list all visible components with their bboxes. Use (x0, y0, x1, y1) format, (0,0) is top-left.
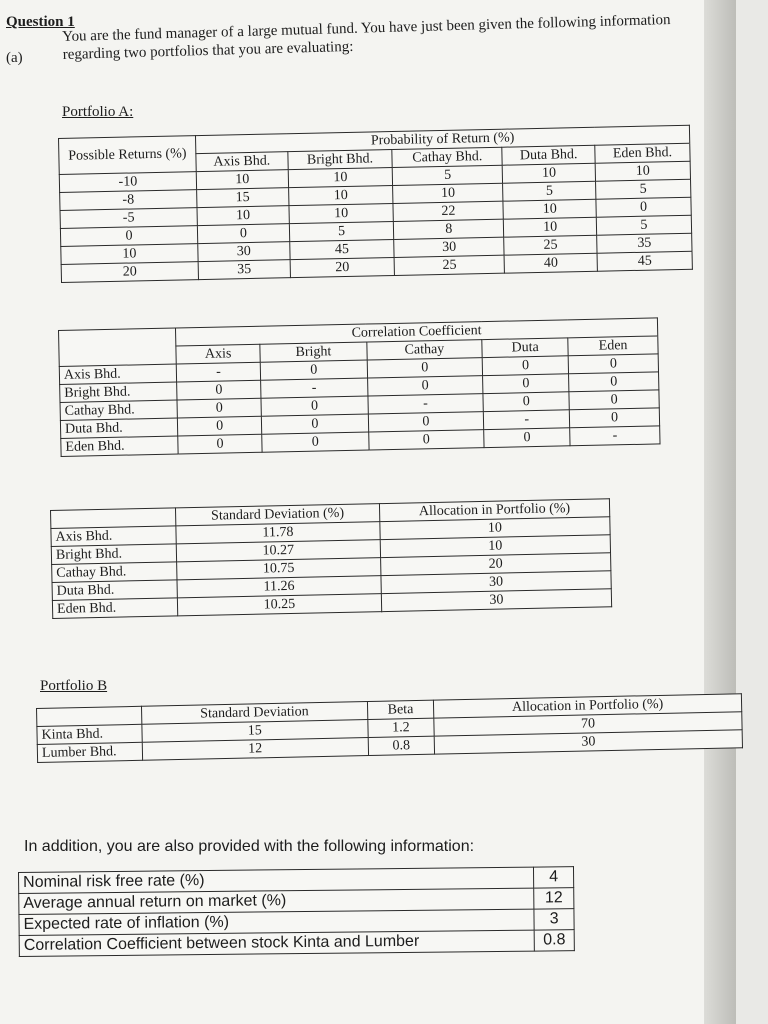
additional-info-table (18, 866, 575, 957)
correlation-cell: 0 (570, 408, 660, 428)
info-value: 3 (534, 909, 574, 930)
correlation-column-header: Axis (176, 344, 261, 364)
probability-header: Probability of Return (%) (195, 125, 689, 153)
correlation-cell: 0 (483, 374, 569, 394)
portfolio-b-row-label: Lumber Bhd. (37, 742, 142, 762)
correlation-cell: 0 (367, 358, 483, 378)
probability-cell: 10 (503, 199, 596, 219)
correlation-column-header: Cathay (366, 340, 482, 360)
part-label: (a) (6, 50, 23, 66)
returns-column-header: Axis Bhd. (196, 152, 288, 172)
correlation-cell: - (176, 362, 261, 382)
correlation-column-header: Bright (260, 342, 367, 362)
returns-table (58, 125, 693, 283)
sd-header: Standard Deviation (%) (175, 504, 379, 526)
sd-cell: 11.26 (177, 576, 381, 598)
correlation-row-label: Axis Bhd. (59, 364, 176, 384)
probability-cell: 8 (394, 219, 504, 239)
probability-cell: 45 (597, 251, 692, 271)
portfolio-b-label: Portfolio B (40, 678, 108, 694)
probability-cell: 10 (595, 161, 690, 181)
correlation-column-header: Duta (482, 338, 568, 358)
correlation-cell: 0 (368, 412, 484, 432)
correlation-cell: 0 (483, 392, 569, 412)
info-value: 12 (534, 888, 574, 909)
sd-row-label: Axis Bhd. (51, 526, 176, 547)
probability-cell: 25 (504, 235, 597, 255)
correlation-cell: 0 (178, 434, 263, 454)
probability-cell: 35 (597, 233, 692, 253)
probability-cell: 30 (394, 237, 504, 257)
portfolio-b-cell: 70 (434, 712, 742, 736)
correlation-cell: 0 (260, 360, 367, 380)
correlation-cell: 0 (262, 432, 369, 452)
info-label: Correlation Coefficient between stock Kinta and Lumber (19, 930, 534, 956)
probability-cell: 25 (394, 255, 504, 275)
probability-cell: 10 (393, 183, 503, 203)
sd-row-label: Eden Bhd. (52, 598, 177, 619)
possible-return-cell: -10 (59, 172, 196, 193)
probability-cell: 5 (596, 179, 691, 199)
info-label: Nominal risk free rate (%) (19, 867, 534, 893)
info-value: 0.8 (534, 930, 574, 951)
correlation-column-header: Eden (568, 336, 658, 356)
portfolio-b-cell: 12 (142, 738, 368, 761)
probability-cell: 35 (198, 260, 290, 280)
correlation-title: Correlation Coefficient (175, 318, 657, 346)
sd-row-label: Bright Bhd. (51, 544, 176, 565)
allocation-cell: 10 (380, 535, 610, 558)
allocation-cell: 30 (381, 589, 611, 612)
portfolio-a-label: Portfolio A: (62, 104, 134, 120)
probability-cell: 22 (393, 201, 503, 221)
allocation-cell: 20 (380, 553, 610, 576)
probability-cell: 45 (289, 239, 394, 259)
returns-column-header: Bright Bhd. (287, 150, 392, 170)
probability-cell: 5 (393, 165, 503, 185)
correlation-row-label: Eden Bhd. (61, 436, 178, 456)
probability-cell: 10 (196, 170, 288, 190)
probability-cell: 0 (596, 197, 691, 217)
probability-cell: 15 (197, 188, 289, 208)
correlation-cell: 0 (177, 398, 262, 418)
probability-cell: 10 (503, 163, 596, 183)
portfolio-b-column-header: Standard Deviation (141, 702, 367, 725)
returns-column-header: Duta Bhd. (502, 145, 595, 165)
correlation-cell: - (261, 378, 368, 398)
correlation-cell: - (368, 394, 484, 414)
info-label: Expected rate of inflation (%) (19, 909, 534, 935)
correlation-cell: 0 (177, 416, 262, 436)
info-label: Average annual return on market (%) (19, 888, 534, 914)
correlation-cell: 0 (569, 390, 659, 410)
sd-allocation-table (50, 498, 612, 619)
correlation-cell: 0 (262, 414, 369, 434)
portfolio-b-cell: 1.2 (367, 718, 434, 737)
portfolio-b-cell: 15 (142, 720, 368, 743)
portfolio-b-cell: 0.8 (368, 736, 435, 755)
correlation-cell: - (484, 410, 570, 430)
correlation-cell: 0 (568, 354, 658, 374)
probability-cell: 30 (198, 242, 290, 262)
possible-return-cell: 0 (60, 226, 197, 247)
returns-column-header: Cathay Bhd. (392, 147, 502, 167)
correlation-row-label: Cathay Bhd. (60, 400, 177, 420)
probability-cell: 0 (197, 224, 289, 244)
sd-row-label: Duta Bhd. (52, 580, 177, 601)
additional-info-intro: In addition, you are also provided with the following information: (24, 838, 475, 855)
probability-cell: 10 (288, 185, 393, 205)
portfolio-b-column-header: Allocation in Portfolio (%) (434, 694, 742, 718)
correlation-cell: 0 (367, 376, 483, 396)
sd-cell: 10.27 (176, 540, 380, 562)
correlation-cell: 0 (482, 356, 568, 376)
correlation-cell: 0 (368, 430, 484, 450)
correlation-row-label: Duta Bhd. (60, 418, 177, 438)
correlation-cell: 0 (569, 372, 659, 392)
returns-column-header: Eden Bhd. (595, 143, 690, 163)
alloc-header: Allocation in Portfolio (%) (379, 499, 609, 522)
portfolio-b-cell: 30 (434, 730, 742, 754)
correlation-corner (59, 328, 177, 366)
portfolio-b-table (36, 693, 743, 763)
portfolio-b-column-header: Beta (367, 700, 434, 719)
probability-cell: 10 (504, 217, 597, 237)
page-edge (704, 0, 736, 1024)
question-title: Question 1 (6, 14, 75, 30)
probability-cell: 10 (289, 203, 394, 223)
allocation-cell: 30 (381, 571, 611, 594)
possible-return-cell: 10 (61, 244, 198, 265)
sd-row-label: Cathay Bhd. (52, 562, 177, 583)
possible-return-cell: -5 (60, 208, 197, 229)
probability-cell: 5 (503, 181, 596, 201)
correlation-cell: 0 (261, 396, 368, 416)
portfolio-b-corner (37, 706, 142, 726)
possible-return-cell: 20 (61, 262, 198, 283)
sd-cell: 10.75 (177, 558, 381, 580)
correlation-row-label: Bright Bhd. (60, 382, 177, 402)
probability-cell: 5 (596, 215, 691, 235)
sd-cell: 10.25 (177, 594, 381, 616)
probability-cell: 10 (288, 168, 393, 188)
correlation-cell: 0 (484, 428, 570, 448)
possible-return-cell: -8 (60, 190, 197, 211)
probability-cell: 20 (290, 257, 395, 277)
correlation-cell: 0 (177, 380, 262, 400)
possible-returns-header: Possible Returns (%) (59, 136, 197, 175)
sd-cell: 11.78 (176, 522, 380, 544)
portfolio-b-row-label: Kinta Bhd. (37, 724, 142, 744)
probability-cell: 40 (504, 253, 597, 273)
info-value: 4 (534, 867, 574, 888)
probability-cell: 5 (289, 221, 394, 241)
allocation-cell: 10 (380, 517, 610, 540)
intro-text: You are the fund manager of a large mutual fund. You have just been given the following information regarding two portfolios that you are evaluating: (62, 12, 671, 63)
correlation-cell: - (570, 426, 660, 446)
correlation-table (58, 317, 661, 457)
probability-cell: 10 (197, 206, 289, 226)
